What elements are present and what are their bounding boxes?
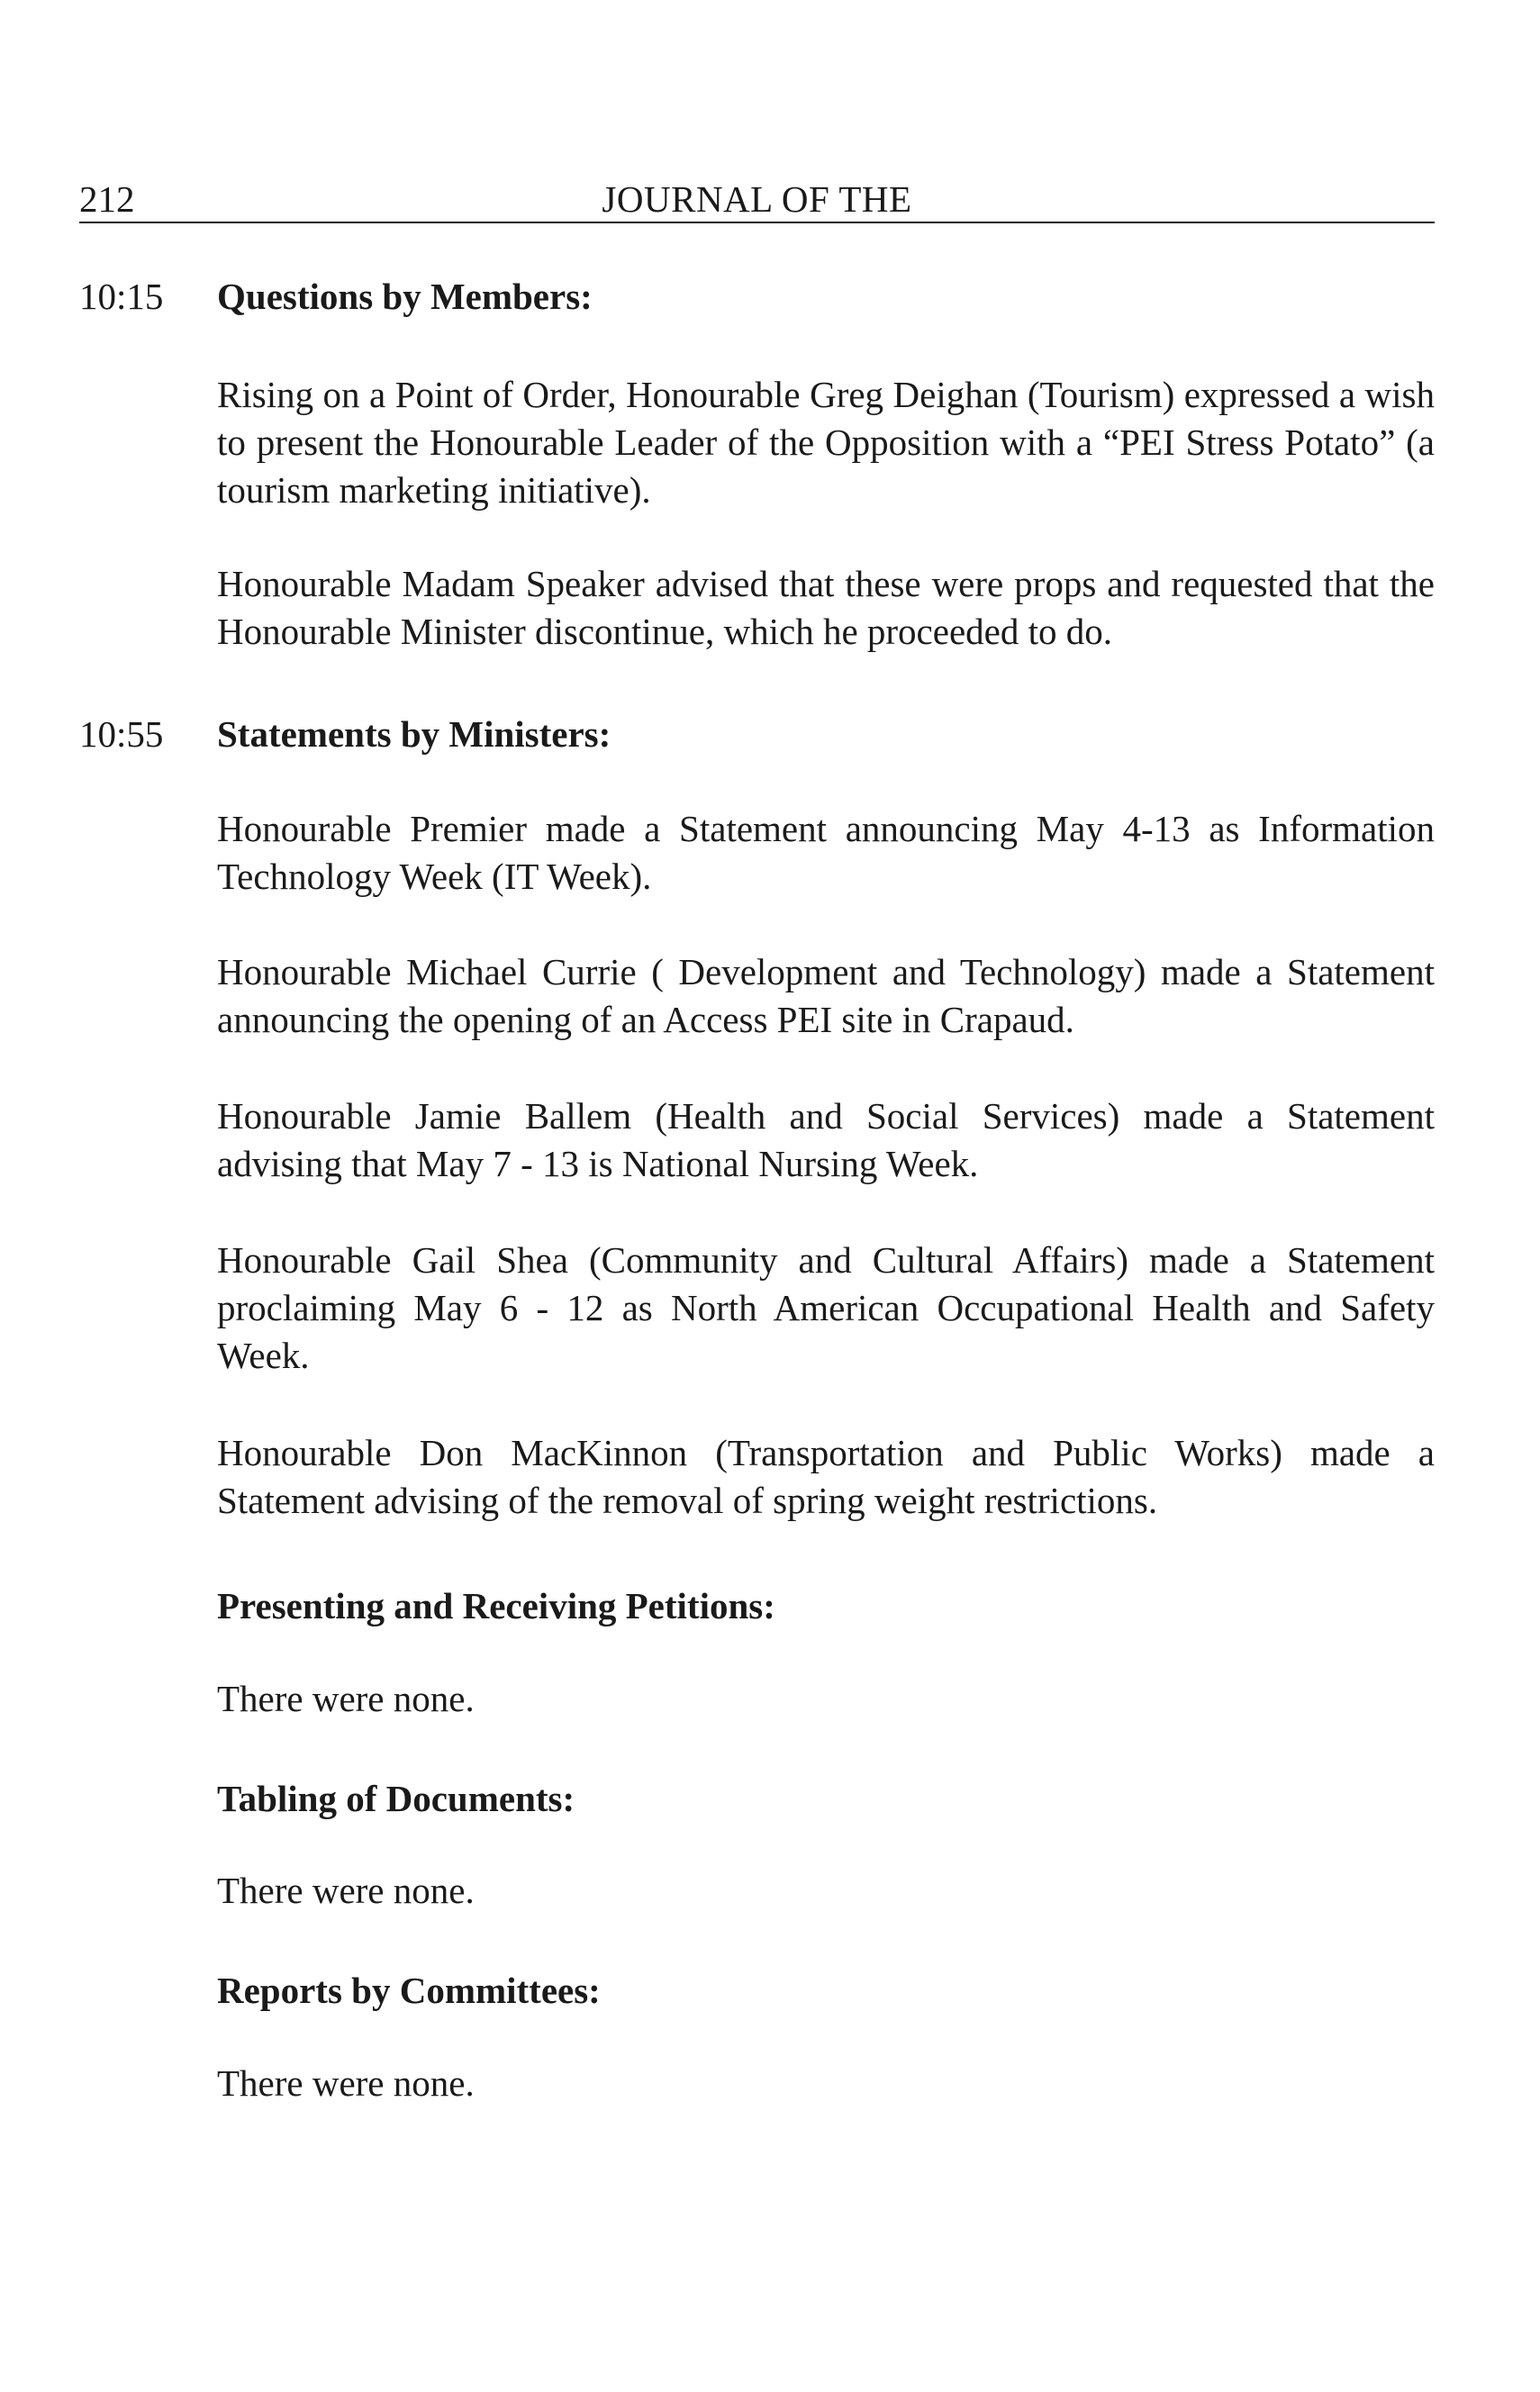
section-heading-questions: Questions by Members: bbox=[217, 276, 593, 317]
paragraph: Honourable Don MacKinnon (Transportation and Public Works) made a Statement advising of the removal of spring weight restrictions. bbox=[217, 1432, 1435, 1521]
section-heading-committees: Reports by Committees: bbox=[217, 1970, 601, 2011]
paragraph: Honourable Jamie Ballem (Health and Social Services) made a Statement advising that May 7 - 13 is National Nursing Week. bbox=[217, 1095, 1435, 1184]
section-heading-statements: Statements by Ministers: bbox=[217, 713, 611, 755]
paragraph: Rising on a Point of Order, Honourable Greg Deighan (Tourism) expressed a wish to present the Honourable Leader of the Opposition with a “PEI Stress Potato” (a tourism marketing initiative). bbox=[217, 374, 1435, 511]
page-number: 212 bbox=[79, 178, 135, 220]
time-stamp: 10:55 bbox=[79, 713, 164, 755]
page-header bbox=[79, 168, 1435, 223]
paragraph: Honourable Premier made a Statement announcing May 4-13 as Information Technology Week (IT Week). bbox=[217, 808, 1435, 897]
paragraph: Honourable Gail Shea (Community and Cultural Affairs) made a Statement proclaiming May 6 - 12 as North American Occupational Health and Safety Week. bbox=[217, 1239, 1435, 1376]
paragraph: There were none. bbox=[217, 1870, 475, 1911]
time-stamp: 10:15 bbox=[79, 276, 164, 317]
paragraph: There were none. bbox=[217, 1678, 475, 1719]
running-head: JOURNAL OF THE bbox=[602, 178, 912, 220]
paragraph: Honourable Madam Speaker advised that these were props and requested that the Honourable Minister discontinue, which he proceeded to do. bbox=[217, 563, 1435, 652]
paragraph: Honourable Michael Currie ( Development and Technology) made a Statement announcing the opening of an Access PEI site in Crapaud. bbox=[217, 951, 1435, 1040]
section-heading-petitions: Presenting and Receiving Petitions: bbox=[217, 1585, 775, 1626]
section-heading-documents: Tabling of Documents: bbox=[217, 1778, 575, 1819]
paragraph: There were none. bbox=[217, 2062, 475, 2104]
